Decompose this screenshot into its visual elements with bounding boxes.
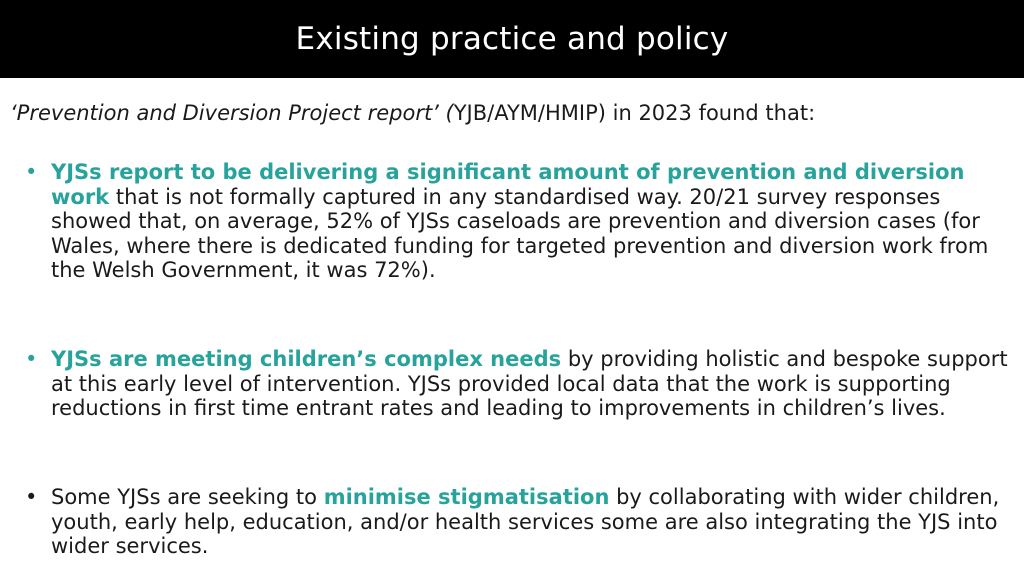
highlight-text: YJSs report to be delivering a significant amount of prevention and diversion work [51, 160, 965, 209]
bullet-text [51, 347, 1016, 421]
bullet-text [51, 160, 1016, 283]
bullet-icon: • [25, 485, 38, 509]
highlight-text: minimise stigmatisation [323, 485, 610, 509]
body-text: that is not formally captured in any standardised way. 20/21 survey responses showed that, on average, 52% of YJSs caseloads are prevention and diversion cases (for Wales, where there is dedicated funding for targeted prevention and diversion work from the Welsh Government, it was 72%). [51, 184, 989, 282]
highlight-text: YJSs are meeting children’s complex needs [51, 347, 562, 371]
body-text: by collaborating with wider children, youth, early help, education, and/or health services some are also integrating the YJS into wider services. [51, 485, 1000, 558]
bullet-icon: • [25, 160, 38, 184]
bullet-text [51, 485, 1016, 559]
report-title: ‘Prevention and Diversion Project report’ ( [10, 101, 454, 125]
body-text: Some YJSs are seeking to [51, 485, 324, 509]
slide-title: Existing practice and policy [295, 21, 729, 57]
title-bar [0, 0, 1024, 78]
bullet-icon: • [25, 347, 38, 371]
intro-rest: YJB/AYM/HMIP) in 2023 found that: [453, 101, 816, 125]
body-text: by providing holistic and bespoke support at this early level of intervention. YJSs provided local data that the work is supporting reductions in first time entrant rates and leading to improvements in children’s lives. [51, 347, 1008, 420]
intro-line [10, 100, 1010, 127]
